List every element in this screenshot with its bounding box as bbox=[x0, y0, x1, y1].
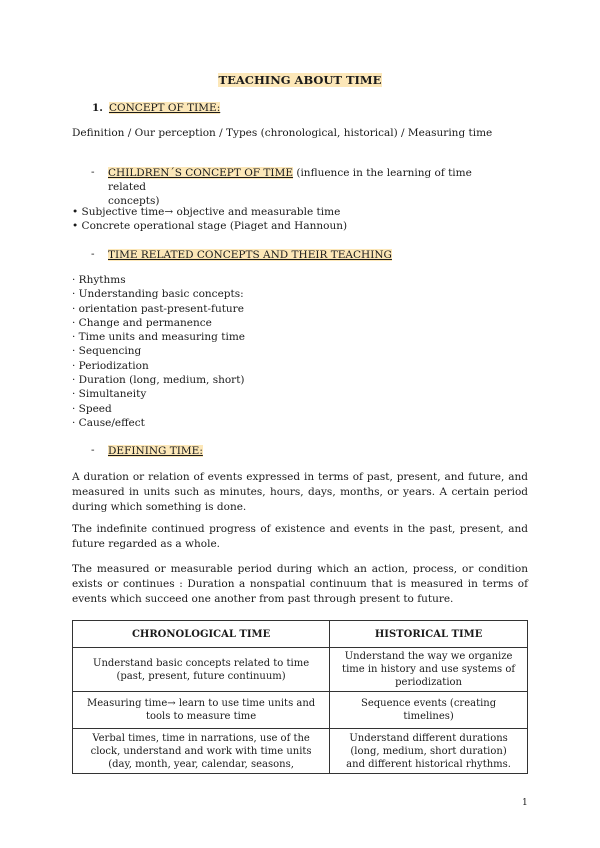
list-item: · Time units and measuring time bbox=[72, 331, 245, 344]
list-item: • Concrete operational stage (Piaget and Hannoun) bbox=[72, 220, 348, 233]
children-concept-note-2: concepts) bbox=[108, 195, 160, 207]
page-number: 1 bbox=[522, 798, 528, 808]
table-row bbox=[73, 648, 528, 692]
table-cell: Measuring time→ learn to use time units and tools to measure time bbox=[73, 692, 330, 729]
list-item: • Subjective time→ objective and measurable time bbox=[72, 206, 341, 218]
list-item: · Cause/effect bbox=[72, 416, 145, 429]
table-cell: Verbal times, time in narrations, use of the clock, understand and work with time units (day, month, year, calendar, seasons, bbox=[73, 729, 330, 774]
table-cell: Understand basic concepts related to time (past, present, future continuum) bbox=[73, 648, 330, 692]
table-cell: Understand the way we organize time in history and use systems of periodization bbox=[330, 648, 528, 692]
table-cell: Sequence events (creating timelines) bbox=[330, 692, 528, 729]
list-item: · Understanding basic concepts: bbox=[72, 288, 244, 301]
definition-line: Definition / Our perception / Types (chronological, historical) / Measuring time bbox=[72, 127, 493, 139]
table-row bbox=[73, 729, 528, 774]
children-concept-heading: CHILDREN´S CONCEPT OF TIME bbox=[108, 167, 294, 179]
section-heading-concept-of-time bbox=[92, 102, 220, 114]
table-row bbox=[73, 692, 528, 729]
list-item: · Duration (long, medium, short) bbox=[72, 374, 245, 387]
children-concept-block bbox=[108, 166, 508, 208]
dash-marker: - bbox=[91, 248, 95, 260]
section-heading-text: CONCEPT OF TIME: bbox=[108, 102, 221, 114]
list-item: · Rhythms bbox=[72, 274, 126, 286]
time-concepts-heading bbox=[108, 248, 392, 262]
table-cell: Understand different durations (long, medium, short duration) and different historical rhythms. bbox=[330, 729, 528, 774]
dash-marker: - bbox=[91, 166, 95, 178]
dash-marker: - bbox=[91, 444, 95, 456]
list-item: · Change and permanence bbox=[72, 316, 212, 329]
children-concept-note-1: (influence in the learning of time related bbox=[108, 167, 472, 193]
title-text: TEACHING ABOUT TIME bbox=[218, 73, 382, 87]
table-header-cell: HISTORICAL TIME bbox=[330, 621, 528, 648]
page-title bbox=[0, 73, 600, 87]
defining-time-heading bbox=[108, 444, 203, 458]
table-header-row bbox=[73, 621, 528, 648]
time-concepts-heading-text: TIME RELATED CONCEPTS AND THEIR TEACHING bbox=[108, 249, 392, 261]
time-concepts-list bbox=[72, 273, 245, 430]
children-bullet-list bbox=[72, 205, 347, 234]
paragraph: The indefinite continued progress of existence and events in the past, present, and future regarded as a whole. bbox=[72, 523, 528, 550]
section-number: 1. bbox=[92, 102, 103, 114]
defining-time-heading-text: DEFINING TIME: bbox=[108, 445, 203, 457]
list-item: · Sequencing bbox=[72, 345, 142, 358]
list-item: · Periodization bbox=[72, 359, 149, 372]
time-comparison-table bbox=[72, 620, 528, 774]
paragraph: The measured or measurable period during which an action, process, or condition exists or continues : Duration a nonspatial continuum that is measured in terms of events which succeed one another from past through present to future. bbox=[72, 563, 528, 605]
list-item: · orientation past-present-future bbox=[72, 302, 244, 315]
list-item: · Speed bbox=[72, 402, 112, 415]
table-header-cell: CHRONOLOGICAL TIME bbox=[73, 621, 330, 648]
paragraph: A duration or relation of events expressed in terms of past, present, and future, and measured in units such as minutes, hours, days, months, or years. A certain period during which something is done. bbox=[72, 471, 528, 513]
list-item: · Simultaneity bbox=[72, 388, 147, 401]
